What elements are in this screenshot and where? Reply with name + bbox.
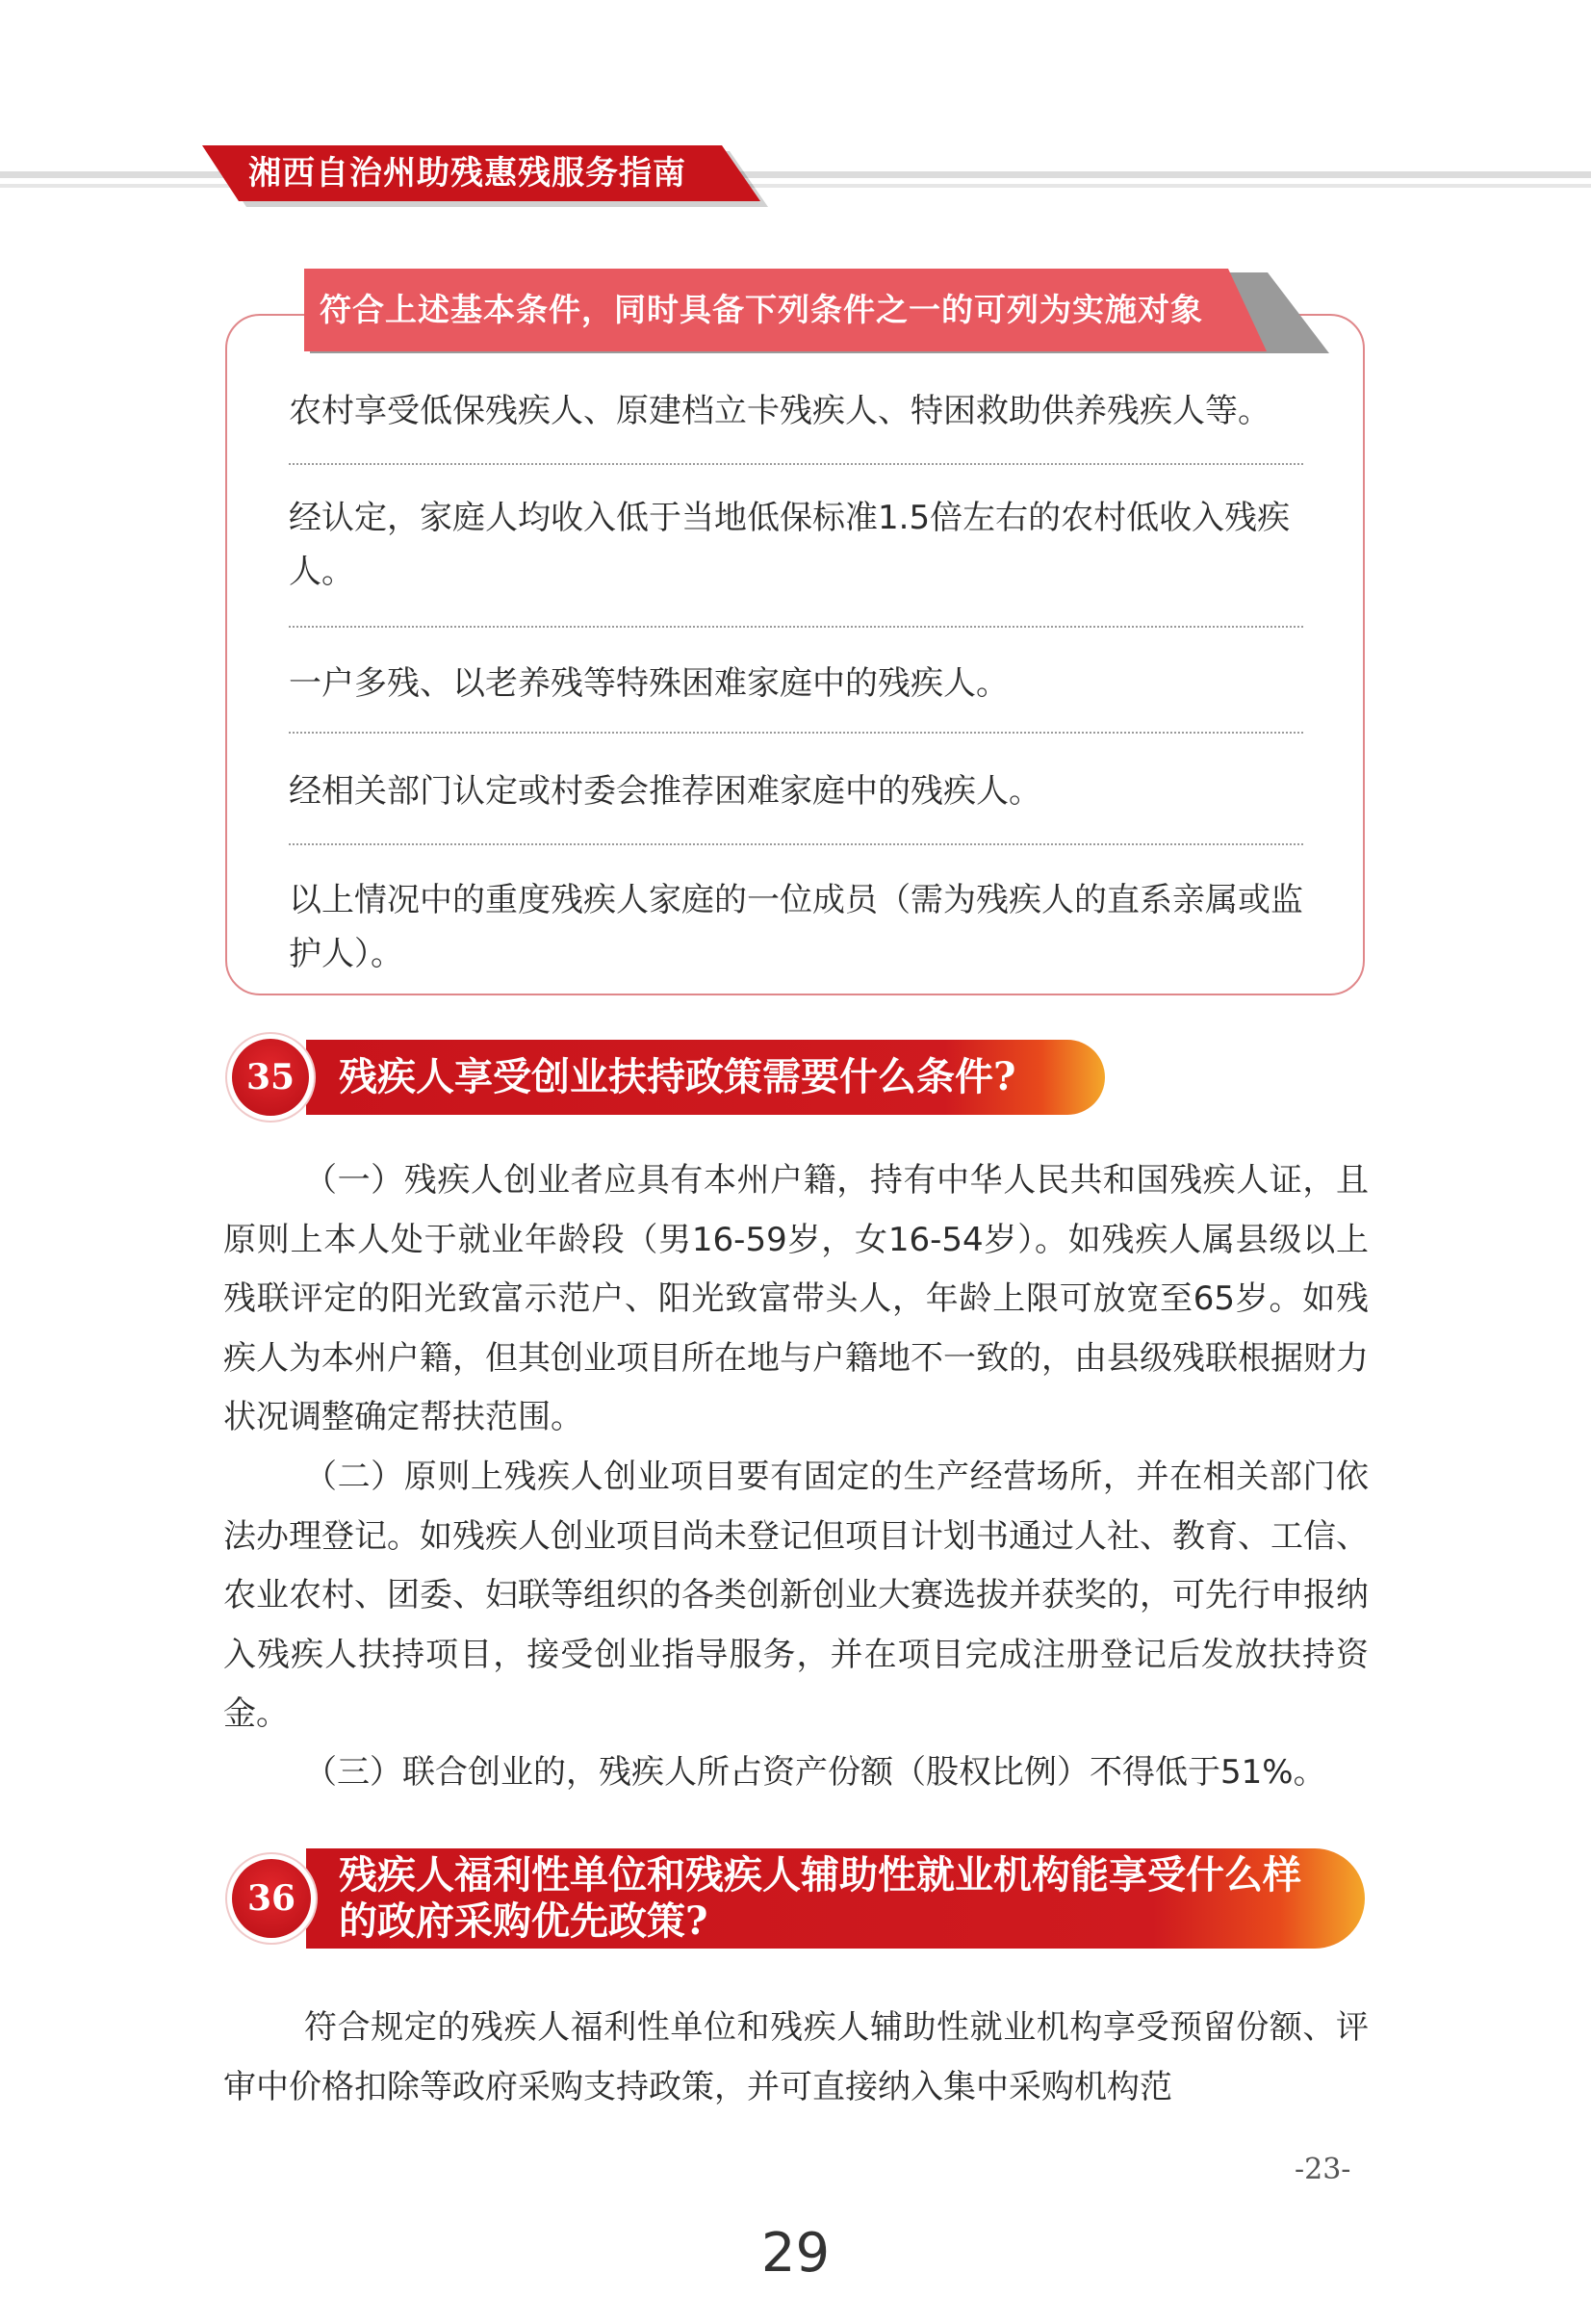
question-35-number: 35 (232, 1039, 309, 1116)
question-35-badge (227, 1034, 314, 1121)
dotted-separator (289, 463, 1303, 465)
question-36-title-line-2: 的政府采购优先政策? (339, 1898, 708, 1944)
condition-item: 经相关部门认定或村委会推荐困难家庭中的残疾人。 (289, 772, 1041, 811)
running-header-title: 湘西自治州助残惠残服务指南 (248, 154, 686, 193)
condition-item: 以上情况中的重度残疾人家庭的一位成员（需为残疾人的直系亲属或监护人）。 (289, 881, 1303, 973)
scan-page-number: 29 (760, 2222, 831, 2285)
conditions-banner-text: 符合上述基本条件，同时具备下列条件之一的可列为实施对象 (320, 291, 1203, 328)
question-35-title: 残疾人享受创业扶持政策需要什么条件? (339, 1054, 1016, 1099)
answer-paragraph: （二）原则上残疾人创业项目要有固定的生产经营场所，并在相关部门依法办理登记。如残疾人创业项目尚未登记但项目计划书通过人社、教育、工信、农业农村、团委、妇联等组织的各类创新创业大赛选拔并获奖的，可先行申报纳入残疾人扶持项目，接受创业指导服务，并在项目完成注册登记后发放扶持资金。 (223, 1458, 1369, 1733)
condition-item: 经认定，家庭人均收入低于当地低保标准1.5倍左右的农村低收入残疾人。 (289, 499, 1291, 591)
condition-item: 农村享受低保残疾人、原建档立卡残疾人、特困救助供养残疾人等。 (289, 392, 1270, 430)
question-36-title (339, 1852, 1301, 1945)
question-36-number: 36 (232, 1859, 311, 1938)
question-36-title-line-1: 残疾人福利性单位和残疾人辅助性就业机构能享受什么样 (339, 1852, 1301, 1898)
answer-paragraph: （一）残疾人创业者应具有本州户籍，持有中华人民共和国残疾人证，且原则上本人处于就业年龄段（男16-59岁，女16-54岁）。如残疾人属县级以上残联评定的阳光致富示范户、阳光致富带头人，年龄上限可放宽至65岁。如残疾人为本州户籍，但其创业项目所在地与户籍地不一致的，由县级残联根据财力状况调整确定帮扶范围。 (223, 1161, 1369, 1436)
dotted-separator (289, 732, 1303, 734)
dotted-separator (289, 626, 1303, 628)
answer-paragraph: 符合规定的残疾人福利性单位和残疾人辅助性就业机构享受预留份额、评审中价格扣除等政府采购支持政策，并可直接纳入集中采购机构范 (223, 2008, 1369, 2106)
question-36-badge (227, 1854, 316, 1943)
book-page-number: -23- (1295, 2153, 1351, 2186)
answer-paragraph: （三）联合创业的，残疾人所占资产份额（股权比例）不得低于51%。 (304, 1753, 1326, 1792)
condition-item: 一户多残、以老养残等特殊困难家庭中的残疾人。 (289, 664, 1009, 703)
dotted-separator (289, 843, 1303, 845)
